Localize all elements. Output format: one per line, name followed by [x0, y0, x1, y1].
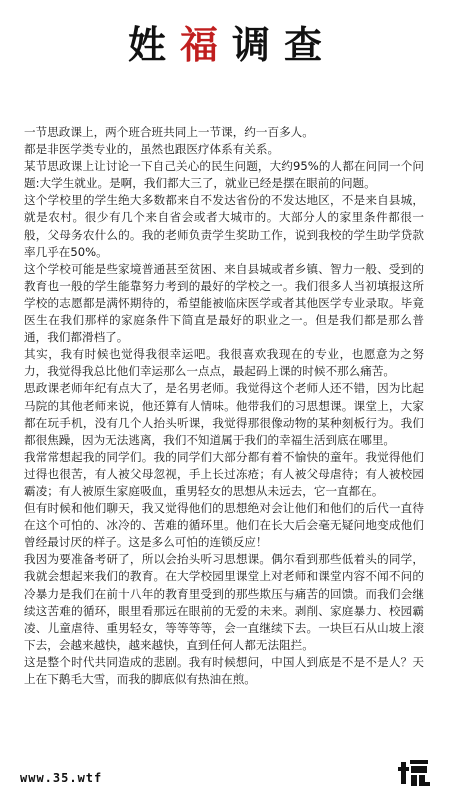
page-title: [0, 20, 450, 70]
paragraph: 我因为要准备考研了，所以会抬头听习思想课。偶尔看到那些低着头的同学，我就会想起来我们的教育。在大学校园里课堂上对老师和课堂内容不闻不问的冷暴力是我们在前十八年的教育里受到的那些欺压与痛苦的回馈。而我们会继续这苦难的循环，眼里看那远在眼前的无爱的未来。剥削、家庭暴力、校园霸凌、儿童虐待、重男轻女，等等等等，会一直继续下去。一块巨石从山坡上滚下去，会越来越快，越来越快，直到任何人都无法阻拦。: [24, 552, 424, 652]
paragraph: 一节思政课上，两个班合班共同上一节课，约一百多人。: [24, 125, 314, 139]
title-char-4: 查: [284, 23, 323, 67]
paragraph: 这个学校里的学生绝大多数都来自不发达省份的不发达地区，不是来自县城，就是农村。很少有几个来自省会或者大城市的。大部分人的家里条件都很一般，父母务农什么的。我的老师负责学生奖助工作，说到我校的学生助学贷款率几乎在50%。: [24, 193, 424, 259]
paragraph: 这是整个时代共同造成的悲剧。我有时候想问，中国人到底是不是不是人？天上在下鹅毛大雪，而我的脚底似有热油在煎。: [24, 654, 424, 686]
title-char-3: 调: [232, 23, 271, 67]
paragraph: 都是非医学类专业的，虽然也跟医疗体系有关系。: [24, 142, 280, 157]
footer-url[interactable]: www.35.wtf: [20, 771, 103, 785]
paragraph: 思政课老师年纪有点大了，是名男老师。我觉得这个老师人还不错，因为比起马院的其他老师来说，他还算有人情味。他带我们的习思想课。课堂上，大家都在玩手机，没有几个人抬头听课，我觉得那很像动物的某种刻板行为。我们都很焦躁，因为无法逃离，我们不知道属于我们的幸福生活到底在哪里。: [24, 381, 424, 447]
title-char-2: 福: [179, 23, 218, 67]
logo-mark-icon: [398, 756, 432, 790]
paragraph: 其实，我有时候也觉得我很幸运吧。我很喜欢我现在的专业，也愿意为之努力，我觉得我总比他们幸运那么一点点，最起码上课的时候不那么痛苦。: [24, 347, 424, 379]
title-char-1: 姓: [127, 23, 166, 67]
paragraph: 某节思政课上让讨论一下自己关心的民生问题，大约95%的人都在问同一个问题:大学生就业。是啊，我们都大三了，就业已经是摆在眼前的问题。: [24, 159, 424, 191]
article-body: [24, 124, 424, 688]
paragraph: 这个学校可能是些家境普通甚至贫困、来自县城或者乡镇、智力一般、受到的教育也一般的学生能靠努力考到的最好的学校之一。我们很多人当初填报这所学校的志愿都是满怀期待的，希望能被临床医学或者其他医学专业录取。毕竟医生在我们那样的家庭条件下简直是最好的职业之一。但是我们都是那么普通，我们都滑档了。: [24, 261, 424, 345]
logo-mark-icon-graphic: [398, 756, 432, 790]
paragraph: 但有时候和他们聊天，我又觉得他们的思想绝对会让他们和他们的后代一直待在这个可怕的、冰冷的、苦难的循环里。他们在长大后会毫无疑问地变成他们曾经最讨厌的样子。这是多么可怕的连锁反应！: [24, 501, 424, 550]
paragraph: 我常常想起我的同学们。我的同学们大部分都有着不愉快的童年。我觉得他们过得也很苦，有人被父母忽视，手上长过冻疮；有人被父母虐待；有人被校园霸凌；有人被原生家庭吸血，重男轻女的思想从未远去，它一直都在。: [24, 449, 424, 498]
